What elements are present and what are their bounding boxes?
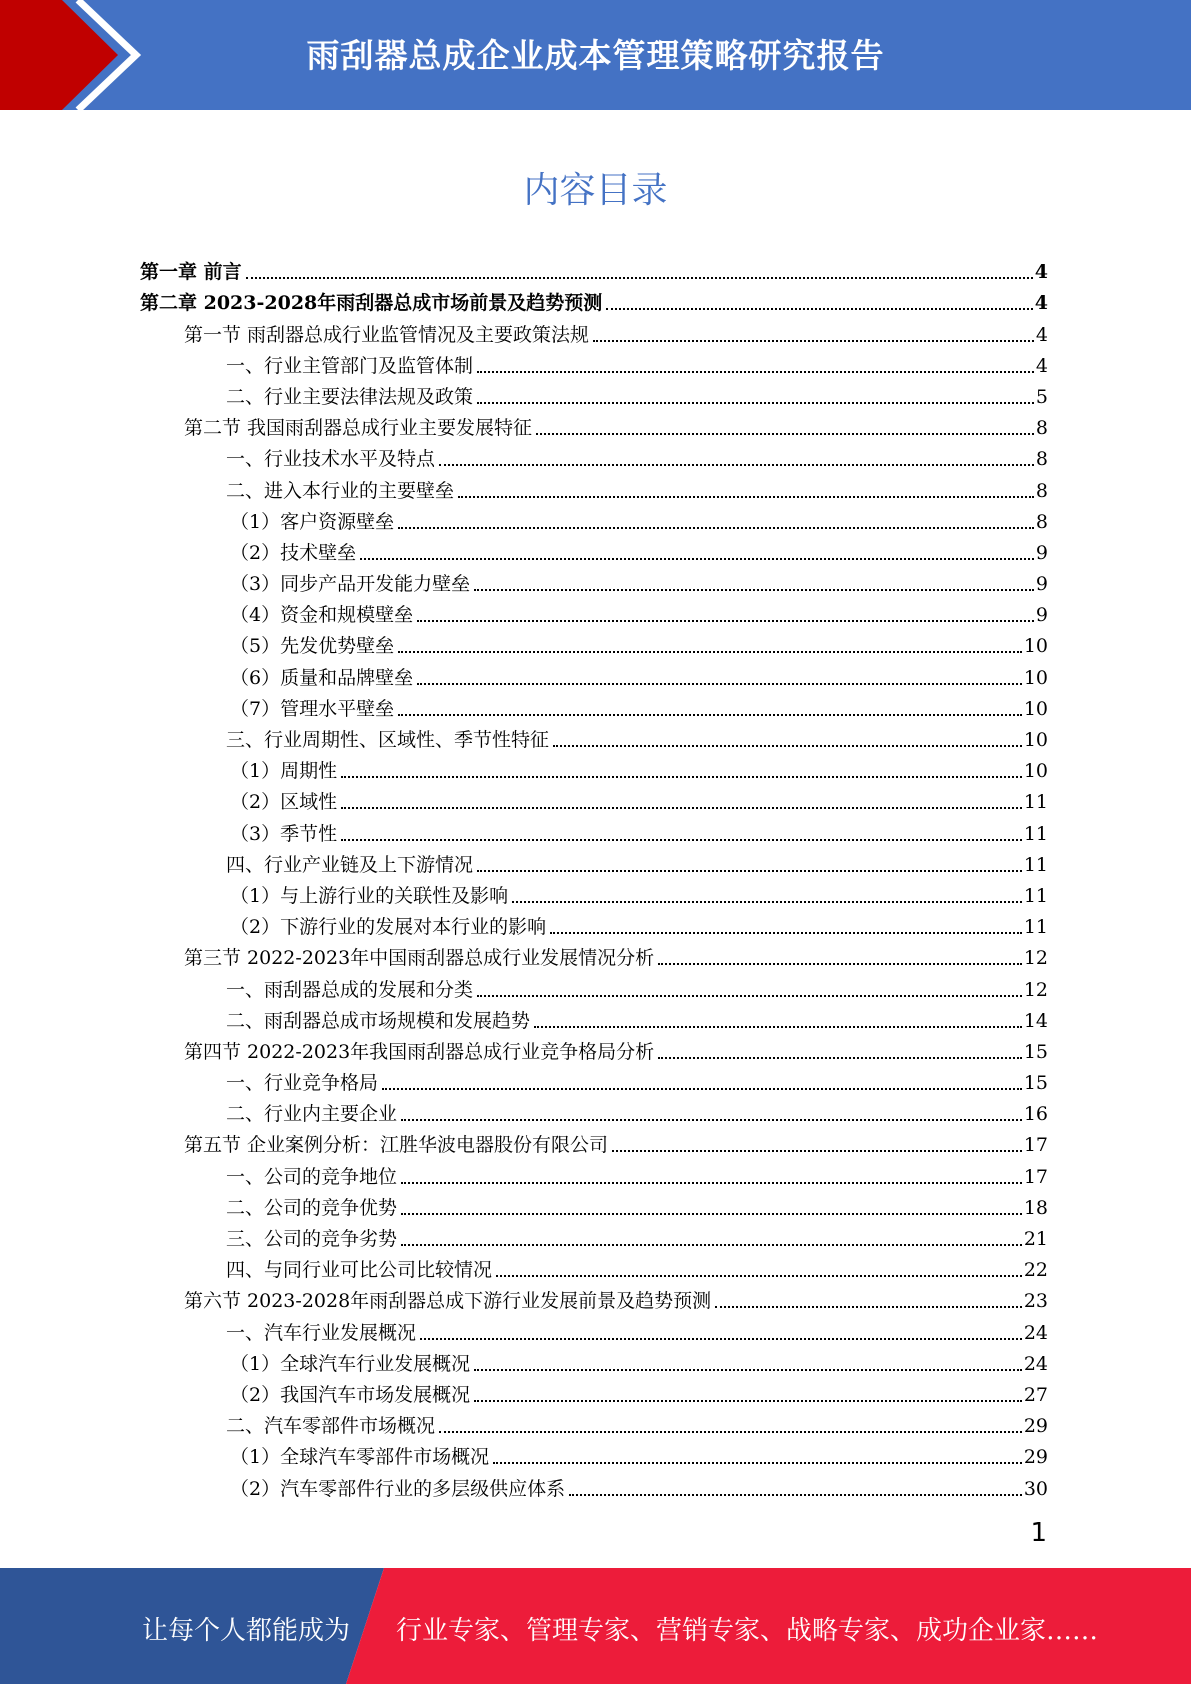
toc-entry-page: 29 (1023, 1446, 1048, 1469)
toc-entry[interactable] (140, 1313, 1048, 1344)
toc-entry-title: （2）区域性 (230, 791, 338, 814)
toc-dot-leader (417, 620, 1034, 622)
toc-entry-title: （1）周期性 (230, 760, 338, 783)
toc-entry[interactable] (140, 814, 1048, 845)
toc-entry-title: （5）先发优势壁垒 (230, 635, 395, 658)
toc-entry-title: 第六节 2023-2028年雨刮器总成下游行业发展前景及趋势预测 (184, 1290, 712, 1313)
toc-entry-title: （2）技术壁垒 (230, 541, 357, 564)
toc-dot-leader (360, 558, 1034, 560)
toc-entry[interactable] (140, 596, 1048, 627)
toc-entry-page: 18 (1023, 1196, 1048, 1219)
toc-entry-page: 22 (1023, 1259, 1048, 1282)
toc-dot-leader (534, 1026, 1022, 1028)
toc-entry-title: （4）资金和规模壁垒 (230, 604, 414, 627)
toc-dot-leader (569, 1494, 1022, 1496)
toc-entry-title: 一、行业竞争格局 (226, 1072, 379, 1095)
header-band (0, 0, 1191, 110)
toc-entry-page: 4 (1035, 323, 1048, 346)
toc-entry[interactable] (140, 1345, 1048, 1376)
toc-entry[interactable] (140, 253, 1048, 284)
toc-entry-title: 四、与同行业可比公司比较情况 (226, 1259, 493, 1282)
toc-entry[interactable] (140, 721, 1048, 752)
toc-entry[interactable] (140, 1002, 1048, 1033)
toc-dot-leader (477, 371, 1034, 373)
toc-entry-title: （7）管理水平壁垒 (230, 697, 395, 720)
toc-entry[interactable] (140, 534, 1048, 565)
toc-entry-page: 11 (1023, 791, 1048, 814)
toc-entry-page: 9 (1035, 573, 1048, 596)
toc-dot-leader (658, 1057, 1022, 1059)
toc-entry-title: 第二节 我国雨刮器总成行业主要发展特征 (184, 417, 533, 440)
toc-entry[interactable] (140, 1220, 1048, 1251)
toc-entry-page: 8 (1035, 448, 1048, 471)
toc-entry-page: 11 (1023, 853, 1048, 876)
toc-entry-title: （1）与上游行业的关联性及影响 (230, 884, 509, 907)
toc-entry-title: 二、行业主要法律法规及政策 (226, 385, 474, 408)
toc-entry-title: （1）全球汽车零部件市场概况 (230, 1446, 490, 1469)
toc-dot-leader (341, 776, 1022, 778)
toc-dot-leader (553, 745, 1022, 747)
toc-entry-page: 4 (1035, 354, 1048, 377)
toc-entry[interactable] (140, 503, 1048, 534)
toc-dot-leader (593, 340, 1034, 342)
page-number: 1 (1030, 1518, 1047, 1548)
toc-entry[interactable] (140, 877, 1048, 908)
toc-entry[interactable] (140, 378, 1048, 409)
toc-entry-page: 11 (1023, 916, 1048, 939)
toc-dot-leader (341, 807, 1022, 809)
toc-entry-page: 17 (1023, 1165, 1048, 1188)
toc-dot-leader (341, 839, 1022, 841)
toc-entry[interactable] (140, 846, 1048, 877)
toc-entry-title: 第一章 前言 (140, 261, 242, 284)
toc-entry-title: 一、公司的竞争地位 (226, 1165, 398, 1188)
toc-dot-leader (439, 464, 1034, 466)
toc-entry[interactable] (140, 1251, 1048, 1282)
toc-entry-title: 二、公司的竞争优势 (226, 1196, 398, 1219)
toc-dot-leader (493, 1462, 1022, 1464)
toc-entry-title: 一、汽车行业发展概况 (226, 1321, 417, 1344)
toc-entry-page: 15 (1023, 1040, 1048, 1063)
toc-entry-page: 10 (1023, 729, 1048, 751)
toc-entry-page: 4 (1034, 292, 1048, 315)
toc-entry[interactable] (140, 690, 1048, 721)
toc-title: 内容目录 (523, 170, 668, 211)
toc-entry-title: （6）质量和品牌壁垒 (230, 666, 414, 689)
toc-entry-page: 12 (1023, 947, 1048, 970)
toc-entry[interactable] (140, 1189, 1048, 1220)
toc-entry-page: 27 (1023, 1383, 1048, 1406)
toc-entry-page: 8 (1035, 479, 1048, 502)
toc-entry-title: 三、公司的竞争劣势 (226, 1228, 398, 1250)
toc-entry-title: 二、雨刮器总成市场规模和发展趋势 (226, 1009, 531, 1032)
toc-dot-leader (536, 433, 1034, 435)
toc-entry-page: 10 (1023, 697, 1048, 720)
toc-entry-page: 10 (1023, 760, 1048, 783)
toc-entry-title: 第三节 2022-2023年中国雨刮器总成行业发展情况分析 (184, 947, 655, 970)
toc-entry-page: 16 (1023, 1103, 1048, 1126)
toc-dot-leader (496, 1275, 1022, 1277)
footer (0, 1568, 1191, 1684)
toc-entry-title: 二、行业内主要企业 (226, 1103, 398, 1126)
footer-slogan-right: 行业专家、管理专家、营销专家、战略专家、成功企业家…… (396, 1616, 1099, 1646)
toc-entry-page: 21 (1023, 1228, 1048, 1250)
toc-entry-page: 9 (1035, 541, 1048, 564)
toc-entry[interactable] (140, 565, 1048, 596)
toc-entry-title: 一、雨刮器总成的发展和分类 (226, 978, 474, 1001)
toc-entry-page: 11 (1023, 884, 1048, 907)
toc-entry[interactable] (140, 908, 1048, 939)
toc-dot-leader (398, 714, 1022, 716)
toc-entry[interactable] (140, 783, 1048, 814)
toc-entry-page: 10 (1023, 635, 1048, 658)
toc-entry-page: 29 (1023, 1415, 1048, 1438)
toc-entry[interactable] (140, 1157, 1048, 1188)
toc-entry[interactable] (140, 1469, 1048, 1500)
toc-entry-page: 4 (1034, 261, 1048, 284)
footer-slogan-left: 让每个人都能成为 (142, 1616, 351, 1646)
toc-entry-page: 17 (1023, 1134, 1048, 1157)
toc-dot-leader (477, 870, 1022, 872)
toc-entry-title: 一、行业主管部门及监管体制 (226, 354, 474, 377)
toc-entry[interactable] (140, 1126, 1048, 1157)
toc-entry-page: 8 (1035, 510, 1048, 533)
toc-entry-title: 二、进入本行业的主要壁垒 (226, 479, 455, 502)
toc-entry[interactable] (140, 1064, 1048, 1095)
toc-entry-page: 11 (1023, 822, 1048, 845)
toc-entry[interactable] (140, 284, 1048, 315)
toc-entry[interactable] (140, 970, 1048, 1001)
toc-entry-page: 24 (1023, 1352, 1048, 1375)
toc-dot-leader (550, 932, 1022, 934)
toc-entry-page: 9 (1035, 604, 1048, 627)
toc-entry-page: 8 (1035, 417, 1048, 440)
toc-entry-title: （1）全球汽车行业发展概况 (230, 1352, 471, 1375)
toc-dot-leader (420, 1338, 1022, 1340)
toc-entry[interactable] (140, 440, 1048, 471)
toc-entry[interactable] (140, 1376, 1048, 1407)
toc-entry[interactable] (140, 471, 1048, 502)
toc-entry-page: 12 (1023, 978, 1048, 1001)
toc-dot-leader (401, 1244, 1022, 1246)
toc-dot-leader (477, 995, 1022, 997)
toc-entry[interactable] (140, 1407, 1048, 1438)
toc-dot-leader (612, 1150, 1022, 1152)
toc-entry[interactable] (140, 939, 1048, 970)
toc-entry-title: 一、行业技术水平及特点 (226, 448, 436, 471)
toc-dot-leader (606, 308, 1033, 310)
toc-entry[interactable] (140, 409, 1048, 440)
toc-entry-title: 三、行业周期性、区域性、季节性特征 (226, 729, 550, 751)
toc-entry[interactable] (140, 1438, 1048, 1469)
table-of-contents (140, 253, 1048, 1501)
toc-dot-leader (417, 683, 1022, 685)
toc-entry-title: 第一节 雨刮器总成行业监管情况及主要政策法规 (184, 323, 590, 346)
toc-entry-page: 10 (1023, 666, 1048, 689)
toc-entry-title: 四、行业产业链及上下游情况 (226, 853, 474, 876)
toc-entry[interactable] (140, 1095, 1048, 1126)
toc-dot-leader (474, 1369, 1022, 1371)
toc-entry-title: 第四节 2022-2023年我国雨刮器总成行业竞争格局分析 (184, 1040, 655, 1063)
toc-entry-title: （2）我国汽车市场发展概况 (230, 1383, 471, 1406)
toc-entry-page: 30 (1023, 1477, 1048, 1500)
toc-entry[interactable] (140, 752, 1048, 783)
toc-entry-page: 14 (1023, 1009, 1048, 1032)
toc-entry[interactable] (140, 315, 1048, 346)
toc-entry-page: 24 (1023, 1321, 1048, 1344)
toc-dot-leader (382, 1088, 1022, 1090)
toc-entry-page: 5 (1035, 385, 1048, 408)
toc-dot-leader (474, 1400, 1022, 1402)
toc-dot-leader (658, 963, 1022, 965)
toc-entry[interactable] (140, 347, 1048, 378)
toc-entry-title: （3）同步产品开发能力壁垒 (230, 573, 471, 596)
toc-dot-leader (398, 527, 1034, 529)
header-title: 雨刮器总成企业成本管理策略研究报告 (306, 35, 885, 75)
toc-dot-leader (715, 1306, 1022, 1308)
toc-dot-leader (401, 1213, 1022, 1215)
toc-entry-title: 二、汽车零部件市场概况 (226, 1415, 436, 1438)
toc-dot-leader (439, 1431, 1022, 1433)
toc-entry-title: （2）下游行业的发展对本行业的影响 (230, 916, 547, 939)
toc-entry-title: （3）季节性 (230, 822, 338, 845)
toc-entry-title: 第五节 企业案例分析：江胜华波电器股份有限公司 (184, 1134, 609, 1157)
toc-entry-title: 第二章 2023-2028年雨刮器总成市场前景及趋势预测 (140, 292, 603, 315)
toc-entry-page: 15 (1023, 1072, 1048, 1095)
toc-dot-leader (246, 277, 1033, 279)
toc-entry-title: （2）汽车零部件行业的多层级供应体系 (230, 1477, 566, 1500)
toc-dot-leader (401, 1119, 1022, 1121)
toc-entry[interactable] (140, 1282, 1048, 1313)
toc-dot-leader (458, 496, 1034, 498)
toc-dot-leader (401, 1182, 1022, 1184)
toc-entry[interactable] (140, 658, 1048, 689)
toc-entry-page: 23 (1023, 1290, 1048, 1313)
toc-entry[interactable] (140, 627, 1048, 658)
toc-dot-leader (477, 402, 1034, 404)
toc-entry[interactable] (140, 1033, 1048, 1064)
toc-dot-leader (512, 901, 1022, 903)
toc-dot-leader (474, 589, 1034, 591)
toc-dot-leader (398, 651, 1022, 653)
toc-entry-title: （1）客户资源壁垒 (230, 510, 395, 533)
